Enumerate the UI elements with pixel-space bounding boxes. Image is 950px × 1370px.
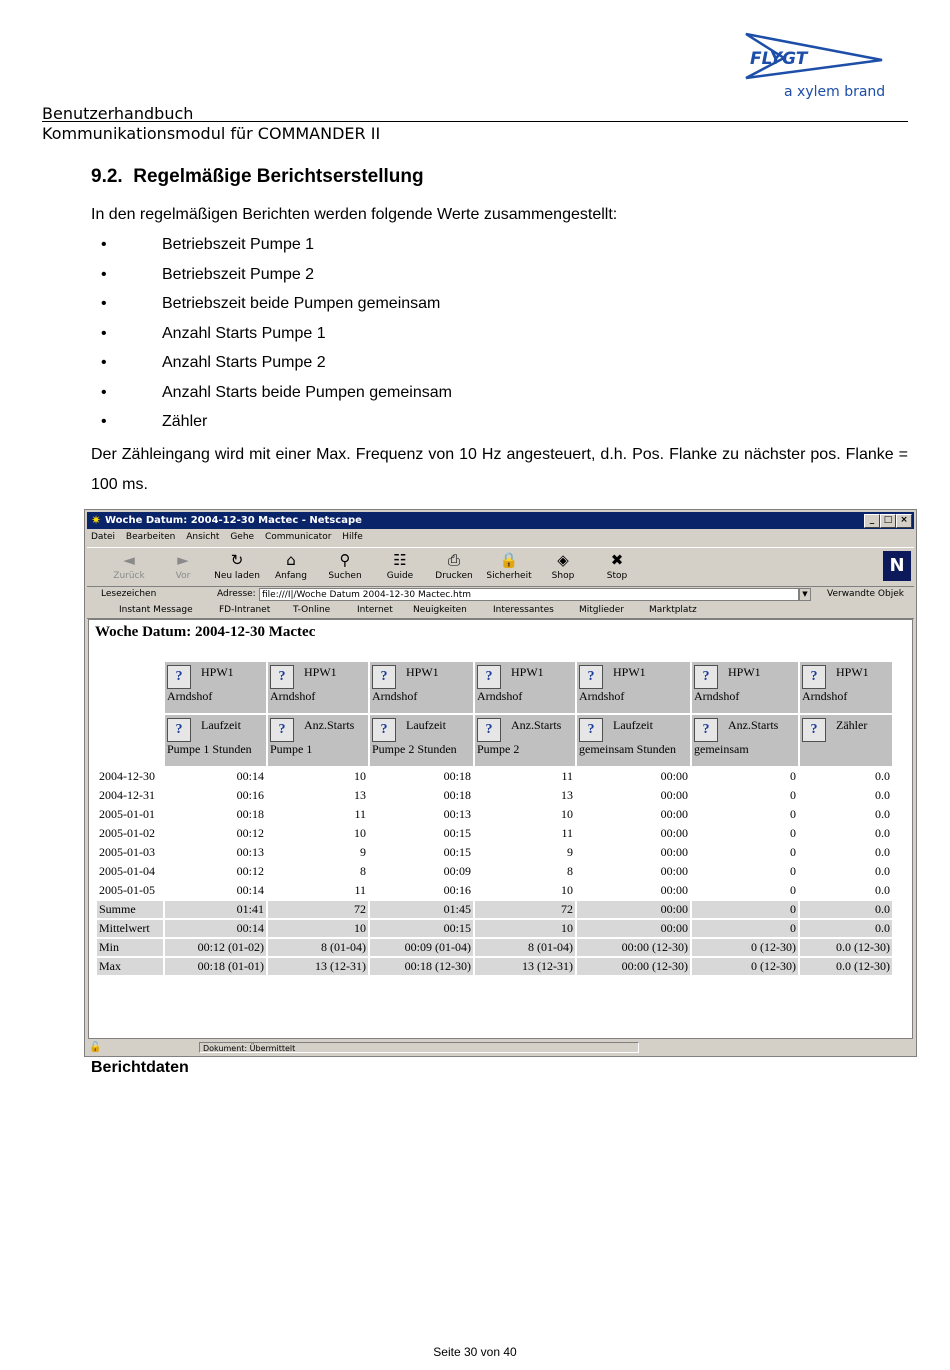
row-label: 2005-01-01 [97,806,163,823]
personal-item[interactable]: T-Online [293,605,331,615]
table-cell: 0 [692,806,798,823]
document-subtitle: Kommunikationsmodul für COMMANDER II [42,124,381,143]
browser-window [84,509,917,1057]
table-cell: 00:18 (01-01) [165,958,266,975]
personal-item[interactable]: Internet [357,605,393,615]
table-cell: 0.0 [800,806,892,823]
document-icon: ? [270,665,294,689]
table-cell: 0 (12-30) [692,939,798,956]
table-cell: 13 (12-31) [475,958,575,975]
bullet-symbol: • [101,354,107,371]
window-title: Woche Datum: 2004-12-30 Mactec - Netscape [105,515,362,526]
menu-bar [87,530,914,545]
column-header: ? Zähler [800,715,892,766]
document-icon: ? [270,718,294,742]
report-heading: Woche Datum: 2004-12-30 Mactec [95,624,316,640]
table-cell: 00:00 [577,768,690,785]
personal-toolbar [87,603,914,619]
station-header-row [97,662,892,713]
bookmarks-button[interactable]: Lesezeichen [101,589,157,599]
location-bar [87,586,914,603]
navigation-toolbar [87,547,914,587]
table-cell: 0 [692,920,798,937]
table-cell: 8 (01-04) [268,939,368,956]
table-cell: 0.0 [800,787,892,804]
table-cell: 00:12 [165,825,266,842]
column-header: ? Laufzeit Pumpe 2 Stunden [370,715,473,766]
table-cell: 0 [692,901,798,918]
forward-icon: ► [177,551,189,569]
table-cell: 13 [268,787,368,804]
table-cell: 9 [475,844,575,861]
table-cell: 01:45 [370,901,473,918]
address-input[interactable]: file:///I|/Woche Datum 2004-12-30 Mactec.htm [259,588,799,601]
menu-gehe[interactable]: Gehe [230,532,255,542]
table-cell: 00:18 [165,806,266,823]
table-cell: 0.0 (12-30) [800,958,892,975]
security-lock-icon[interactable]: 🔓 [89,1042,102,1053]
row-label: Min [97,939,163,956]
row-label: 2005-01-02 [97,825,163,842]
document-title: Benutzerhandbuch [42,104,194,123]
back-icon: ◄ [123,551,135,569]
table-cell: 0 (12-30) [692,958,798,975]
document-icon: ? [167,718,191,742]
shop-icon: ◈ [557,551,569,569]
row-label: Summe [97,901,163,918]
table-cell: 00:00 (12-30) [577,958,690,975]
table-row [97,806,892,823]
intro-text: In den regelmäßigen Berichten werden folgende Werte zusammengestellt: [91,206,618,223]
table-cell: 0.0 [800,863,892,880]
home-icon: ⌂ [286,551,296,569]
table-cell: 0.0 [800,901,892,918]
print-icon: ⎙ [447,551,460,569]
table-cell: 10 [268,768,368,785]
document-icon: ? [477,718,501,742]
table-row [97,844,892,861]
security-icon: 🔒 [499,551,519,569]
table-cell: 00:18 [370,768,473,785]
table-cell: 8 [475,863,575,880]
table-cell: 01:41 [165,901,266,918]
row-label: 2005-01-05 [97,882,163,899]
related-button[interactable]: Verwandte Objek [827,589,904,599]
table-cell: 0.0 [800,768,892,785]
personal-item[interactable]: FD-Intranet [219,605,271,615]
section-number: 9.2. [91,166,123,187]
table-cell: 00:15 [370,844,473,861]
table-cell: 00:16 [370,882,473,899]
table-cell: 00:14 [165,920,266,937]
stop-button[interactable]: ✖ Stop [591,550,643,584]
row-label: 2004-12-31 [97,787,163,804]
row-label: 2005-01-03 [97,844,163,861]
document-icon: ? [372,718,396,742]
table-cell: 10 [268,920,368,937]
table-cell: 00:00 [577,844,690,861]
bullet-symbol: • [101,383,107,401]
column-header: ? Anz.Starts Pumpe 1 [268,715,368,766]
report-table [95,660,894,977]
column-header: ? HPW1 Arndshof [370,662,473,713]
document-icon: ? [694,718,718,742]
home-button[interactable]: ⌂ Anfang [265,550,317,584]
personal-item[interactable]: Instant Message [119,605,193,615]
table-cell: 00:00 [577,920,690,937]
page-content [88,619,913,1039]
table-cell: 00:18 (12-30) [370,958,473,975]
stop-icon: ✖ [610,551,624,569]
table-row [97,825,892,842]
document-icon: ? [694,665,718,689]
status-text: Dokument: Übermittelt [199,1042,639,1053]
close-button[interactable]: × [896,514,912,528]
document-icon: ? [802,665,826,689]
column-header: ? HPW1 Arndshof [165,662,266,713]
table-row [97,882,892,899]
table-row [97,901,892,918]
table-row [97,863,892,880]
menu-bearbeiten[interactable]: Bearbeiten [125,532,176,542]
column-header: ? HPW1 Arndshof [475,662,575,713]
table-cell: 00:12 [165,863,266,880]
table-cell: 0 [692,863,798,880]
table-cell: 00:00 [577,787,690,804]
maximize-button[interactable]: □ [880,514,896,528]
document-icon: ? [802,718,826,742]
print-button[interactable]: ⎙ Drucken [428,550,480,584]
table-cell: 00:18 [370,787,473,804]
table-cell: 0 [692,787,798,804]
table-row [97,787,892,804]
table-row [97,768,892,785]
column-header: ? HPW1 Arndshof [268,662,368,713]
table-cell: 10 [475,882,575,899]
table-cell: 00:13 [370,806,473,823]
table-row [97,939,892,956]
row-label: 2005-01-04 [97,863,163,880]
column-header: ? HPW1 Arndshof [577,662,690,713]
table-cell: 00:09 [370,863,473,880]
column-header: ? HPW1 Arndshof [800,662,892,713]
chevron-down-icon[interactable]: ▼ [799,588,811,601]
reload-icon: ↻ [230,551,244,569]
table-cell: 13 [475,787,575,804]
table-cell: 13 (12-31) [268,958,368,975]
menu-datei[interactable]: Datei [91,532,116,542]
document-icon: ? [579,718,603,742]
netscape-sun-icon: ✷ [90,513,102,527]
personal-item[interactable]: Neuigkeiten [413,605,467,615]
table-cell: 11 [475,825,575,842]
table-cell: 0 [692,825,798,842]
section-heading: Regelmäßige Berichtserstellung [133,166,424,187]
table-cell: 11 [475,768,575,785]
logo-tagline: a xylem brand [784,84,886,100]
table-cell: 8 [268,863,368,880]
table-cell: 0.0 [800,825,892,842]
table-cell: 72 [475,901,575,918]
column-header: ? Anz.Starts Pumpe 2 [475,715,575,766]
personal-item[interactable]: Interessantes [493,605,554,615]
table-cell: 0 [692,882,798,899]
table-cell: 00:09 (01-04) [370,939,473,956]
menu-hilfe[interactable]: Hilfe [342,532,363,542]
table-cell: 00:14 [165,882,266,899]
search-icon: ⚲ [339,551,351,569]
document-icon: ? [579,665,603,689]
table-row [97,920,892,937]
row-label: 2004-12-30 [97,768,163,785]
section-title [91,166,424,188]
menu-ansicht[interactable]: Ansicht [186,532,220,542]
table-cell: 8 (01-04) [475,939,575,956]
search-button[interactable]: ⚲ Suchen [319,550,371,584]
row-label: Max [97,958,163,975]
frequency-paragraph: Der Zähleingang wird mit einer Max. Frequenz von 10 Hz angesteuert, d.h. Pos. Flanke zu nächster pos. Flanke = 100 ms. [91,446,908,493]
table-cell: 9 [268,844,368,861]
row-label: Mittelwert [97,920,163,937]
menu-communicator[interactable]: Communicator [264,532,332,542]
flygt-logo [744,30,894,102]
report-body [97,768,892,975]
header-rule [42,121,908,122]
guide-icon: ☷ [393,551,407,569]
measure-header-row [97,715,892,766]
table-cell: 11 [268,806,368,823]
guide-button[interactable]: ☷ Guide [374,550,426,584]
document-icon: ? [372,665,396,689]
table-cell: 00:12 (01-02) [165,939,266,956]
back-button[interactable]: ◄ Zurück [103,550,155,584]
table-cell: 00:16 [165,787,266,804]
column-header: ? Laufzeit gemeinsam Stunden [577,715,690,766]
bullet-symbol: • [101,413,107,430]
table-cell: 00:00 [577,882,690,899]
logo-brand: FLYGT [750,49,808,69]
table-cell: 0.0 (12-30) [800,939,892,956]
minimize-button[interactable]: _ [864,514,880,528]
table-cell: 00:00 [577,901,690,918]
table-cell: 00:14 [165,768,266,785]
table-cell: 0 [692,768,798,785]
personal-item[interactable]: Marktplatz [649,605,697,615]
window-titlebar [87,512,914,529]
document-icon: ? [477,665,501,689]
table-row [97,958,892,975]
forward-button[interactable]: ► Vor [157,550,209,584]
address-label: Adresse: [217,589,256,599]
bullet-symbol: • [101,295,107,312]
table-cell: 0.0 [800,844,892,861]
reload-button[interactable]: ↻ Neu laden [211,550,263,584]
table-cell: 00:15 [370,920,473,937]
table-cell: 0.0 [800,882,892,899]
table-cell: 00:00 [577,806,690,823]
page-number: Seite 30 von 40 [433,1345,517,1359]
bullet-symbol: • [101,324,107,342]
netscape-logo-icon[interactable]: N [883,551,911,581]
table-cell: 00:13 [165,844,266,861]
table-cell: 11 [268,882,368,899]
table-cell: 10 [475,806,575,823]
column-header: ? Laufzeit Pumpe 1 Stunden [165,715,266,766]
bullet-symbol: • [101,236,107,253]
shop-button[interactable]: ◈ Shop [537,550,589,584]
personal-item[interactable]: Mitglieder [579,605,624,615]
table-cell: 10 [268,825,368,842]
status-bar [87,1041,914,1055]
table-cell: 10 [475,920,575,937]
security-button[interactable]: 🔒 Sicherheit [483,550,535,584]
table-cell: 00:15 [370,825,473,842]
figure-caption: Berichtdaten [91,1059,189,1076]
table-cell: 0.0 [800,920,892,937]
column-header: ? Anz.Starts gemeinsam [692,715,798,766]
table-cell: 72 [268,901,368,918]
table-cell: 0 [692,844,798,861]
table-cell: 00:00 [577,825,690,842]
table-corner [97,662,163,766]
table-cell: 00:00 [577,863,690,880]
bullet-symbol: • [101,265,107,283]
table-cell: 00:00 (12-30) [577,939,690,956]
column-header: ? HPW1 Arndshof [692,662,798,713]
document-icon: ? [167,665,191,689]
